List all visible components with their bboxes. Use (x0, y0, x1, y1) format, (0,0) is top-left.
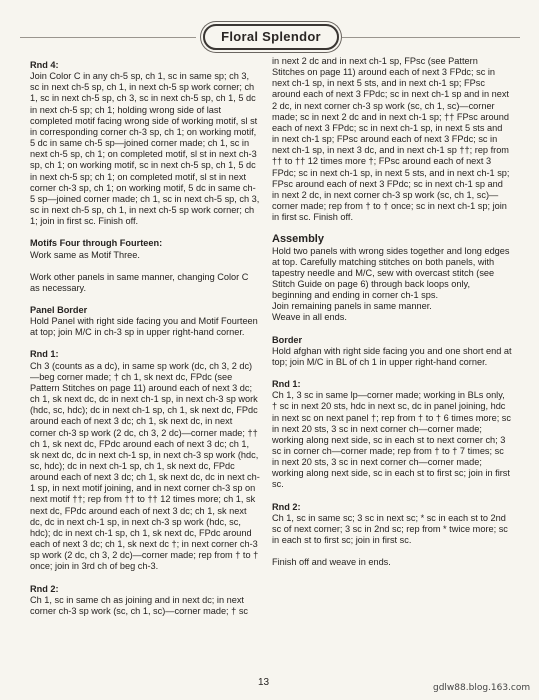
assembly-section (272, 234, 512, 301)
border-text: Hold afghan with right side facing you and one short end at top; join M/C in BL of ch 1 in upper right-hand corner. (272, 345, 515, 367)
border-rnd2-text: Ch 1, sc in same sc; 3 sc in next sc; * sc in each st to 2nd sc of next corner; 3 sc in 2nd sc; rep from * twice more; sc in each st to first sc; join in first sc. (272, 512, 511, 546)
section-heading: Rnd 4: (30, 60, 59, 70)
border-rnd2 (272, 502, 512, 547)
section-heading: Motifs Four through Fourteen: (30, 238, 163, 249)
section-heading: Panel Border (30, 304, 88, 315)
left-section (30, 60, 260, 227)
assembly-join: Join remaining panels in same manner. (272, 301, 432, 312)
border-rnd1-heading: Rnd 1: (272, 379, 301, 390)
section-text: Ch 1, sc in same ch as joining and in next dc; in next corner ch-3 sp work (sc, ch 1, sc)—corner made; † sc (30, 594, 249, 616)
border-rnd1-text: Ch 1, 3 sc in same lp—corner made; working in BLs only, † sc in next 20 sts, hdc in next sc, dc in panel joining, hdc in next sc on next panel †; rep from † to † 6 times more; sc in next 20 sts, 3 sc in next corner ch—corner made; working along next side, sc in each st to next corner ch; 3 sc in corner ch—corner made; rep from † to † 7 times; sc in next 20 sts, 3 sc in next corner ch—corner made; working along next side, sc in each st to first sc; join in first sc. (272, 390, 514, 490)
border-rnd1 (272, 379, 512, 491)
border-rnd2-heading: Rnd 2: (272, 501, 301, 512)
page-number: 13 (258, 677, 270, 688)
left-section (30, 272, 260, 294)
section-heading: Rnd 1: (30, 349, 59, 360)
section-heading: Rnd 2: (30, 583, 59, 594)
border-section (272, 334, 515, 368)
left-section (30, 238, 260, 260)
assembly-weave: Weave in all ends. (272, 312, 347, 323)
section-text: Work other panels in same manner, changing Color C as necessary. (30, 271, 251, 293)
assembly-heading: Assembly (272, 233, 324, 246)
finish-text: Finish off and weave in ends. (272, 557, 391, 568)
section-text: Ch 3 (counts as a dc), in same sp work (dc, ch 3, 2 dc)—beg corner made; † ch 1, sk next dc, FPdc (see Pattern Stitches on page 11) around each of next 3 dc; ch 1, sk next dc, dc in next ch-1 sp, in next ch-3 sp work (hdc, sc, hdc); dc in next ch-1 sp, ch 1, sk next dc, FPdc around each of next 3 dc; ch 1, sk next dc, in next corner ch-3 sp work (2 dc, ch 3, 2 dc)—corner made; †† ch 1, sk next dc, FPdc around each of next 3 dc; ch 1, sk next dc, dc in next ch-1 sp, in next ch-3 sp work (hdc, sc, hdc); dc in next ch-1 sp, ch 1, sk next dc, FPdc around each of next 3 dc; ch 1, sk next dc, dc in next ch-1 sp, in next motif joining, and in next corner ch-3 sp on next motif ††; rep from †† to †† 12 times more; ch 1, sk next dc, FPdc around each of next 3 dc; ch 1, sk next dc, dc in next ch-1 sp, in next ch-3 sp work (hdc, sc, hdc); dc in next ch-1 sp, ch 1, sk next dc, FPdc around each of next 3 dc; ch 1, sk next dc †; in next corner ch-3 sp work (2 dc, ch 3, 2 dc)—corner made; rep from † to † once; join in 3rd ch of beg ch-3. (30, 360, 261, 572)
right-column (272, 56, 515, 579)
left-section (30, 349, 260, 572)
border-heading: Border (272, 334, 303, 345)
watermark: gdlw88.blog.163.com (433, 683, 531, 693)
rnd2-continued: in next 2 dc and in next ch-1 sp, FPsc (see Pattern Stitches on page 11) around each of next 3 FPdc; sc in next ch-1 sp, in next 5 sts, and in next ch-1 sp; FPsc around each of next 3 FPdc; sc in next ch-1 sp and in next 2 dc, in next corner ch-3 sp work (sc, ch 1, sc)—corner made; sc in next 2 dc and in next ch-1 sp; †† FPsc around each of next 3 FPdc; sc in next ch-1 sp, in next 5 sts and in next ch-1 sp; FPsc around each of next 3 FPdc; sc in next ch-1 sp, in next 3 dc, and in next ch-1 sp ††; rep from †† to †† 12 times more †; FPsc around each of next 3 FPdc; sc in next ch-1 sp, in next 5 sts, and in next ch-1 sp; FPsc around each of next 3 FPdc; sc in next ch-1 sp and in next 2 dc, in next corner ch-3 sp work (sc, ch 1, sc)—corner made; rep from † to † once; sc in next ch-1 sp; join in first sc. Finish off. (272, 56, 513, 223)
assembly-text: Hold two panels with wrong sides together and long edges at top. Carefully matching stitches on both panels, with tapestry needle and M/C, sew with overcast stitch (see Stitch Guide on page 6) through back loops only, beginning and ending in corner ch-1 sps. (272, 245, 513, 301)
section-text: Hold Panel with right side facing you and Motif Fourteen at top; join M/C in ch-3 sp in upper right-hand corner. (30, 316, 261, 338)
page-title: Floral Splendor (203, 24, 339, 50)
section-text: Join Color C in any ch-5 sp, ch 1, sc in same sp; ch 3, sc in next ch-5 sp, ch 1, in next ch-5 sp work corner; ch 1, sc in next ch-5 sp, ch 3, sc in next ch-5 sp, ch 1, 5 dc in next ch-5 sp; ch 1; holding wrong side of last completed motif facing wrong side of working motif, sl st in corresponding corner ch-3 sp, ch 1; on working motif, 5 dc in same ch-5 sp—joined corner made; ch 1, sc in next ch-5 sp, ch 1; on completed motif, sl st in next ch-3 sp, ch 1; on working motif, sc in next ch-5 sp, ch 1, 5 dc in next ch-5 sp; ch 1; on completed motif, sl st in next corner ch-3 sp, ch 1; on working motif, 5 dc in same ch-5 sp—joined corner made; ch 1, sc in next ch-5 sp, ch 3, sc in next ch-5 sp, ch 1, in next ch-5 sp work corner; ch 1; join in first sc. Finish off. (30, 71, 262, 227)
left-section (30, 305, 260, 338)
left-section (30, 584, 260, 617)
section-text: Work same as Motif Three. (30, 249, 140, 260)
left-column (30, 60, 260, 617)
